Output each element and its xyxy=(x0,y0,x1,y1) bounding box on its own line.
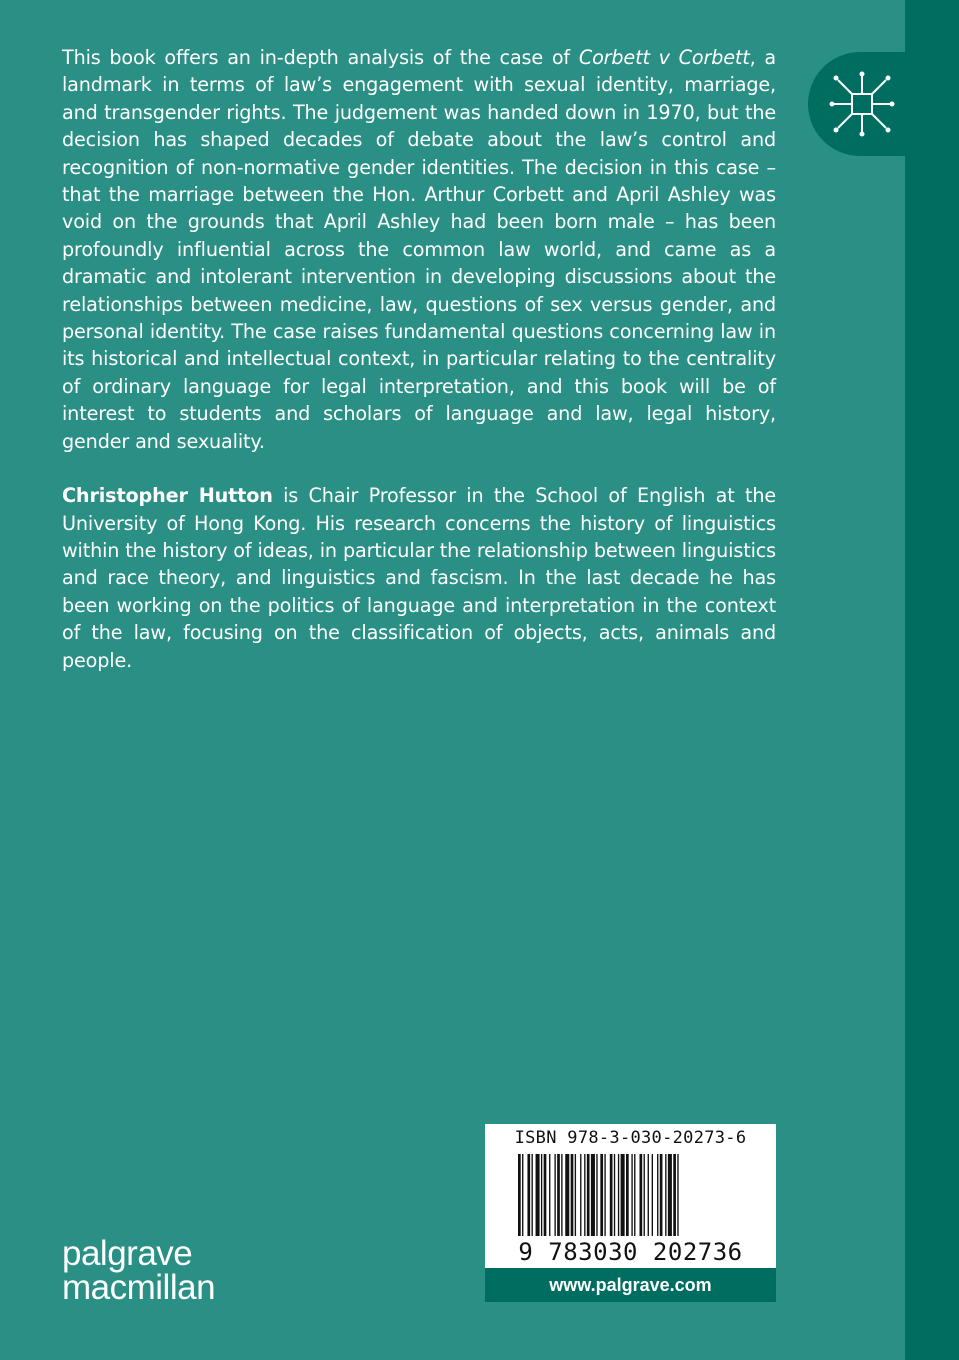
blurb-paragraph xyxy=(62,44,776,455)
author-bio-paragraph xyxy=(62,482,776,674)
author-bio-text: is Chair Professor in the School of English at the University of Hong Kong. His research concerns the history of linguistics within the history of ideas, in particular the relationship between linguistics and race theory, and linguistics and fascism. In the last decade he has been working on the politics of language and interpretation in the context of the law, focusing on the classification of objects, acts, animals and people. xyxy=(62,484,776,672)
blurb-intro: This book offers an in-depth analysis of the case of xyxy=(62,46,579,69)
barcode-digits: 9 783030 202736 xyxy=(518,1238,743,1266)
barcode-box xyxy=(485,1124,776,1302)
publisher-name-line1: palgrave xyxy=(62,1234,193,1273)
publisher-logo xyxy=(62,1234,216,1307)
isbn-label: ISBN 978-3-030-20273-6 xyxy=(514,1128,747,1148)
logo-tab xyxy=(808,52,918,156)
author-name: Christopher Hutton xyxy=(62,484,273,508)
publisher-website: www.palgrave.com xyxy=(485,1268,776,1302)
publisher-name-line2: macmillan xyxy=(62,1268,216,1307)
book-spine xyxy=(905,0,959,1360)
case-title: Corbett v Corbett xyxy=(578,46,750,69)
blurb-body: , a landmark in terms of law’s engagement with sexual identity, marriage, and transgender rights. The judgement was handed down in 1970, but the decision has shaped decades of debate about the law’s control and recognition of non-normative gender identities. The decision in this case – that the marriage between the Hon. Arthur Corbett and April Ashley was void on the grounds that April Ashley had been born male – has been profoundly influential across the common law world, and came as a dramatic and intolerant intervention in developing discussions about the relationships between medicine, law, questions of sex versus gender, and personal identity. The case raises fundamental questions concerning law in its historical and intellectual context, in particular relating to the centrality of ordinary language for legal interpretation, and this book will be of interest to students and scholars of language and law, legal history, gender and sexuality. xyxy=(62,46,776,453)
palgrave-network-icon xyxy=(822,66,902,142)
barcode-icon xyxy=(518,1154,743,1240)
back-cover-text xyxy=(62,44,776,674)
